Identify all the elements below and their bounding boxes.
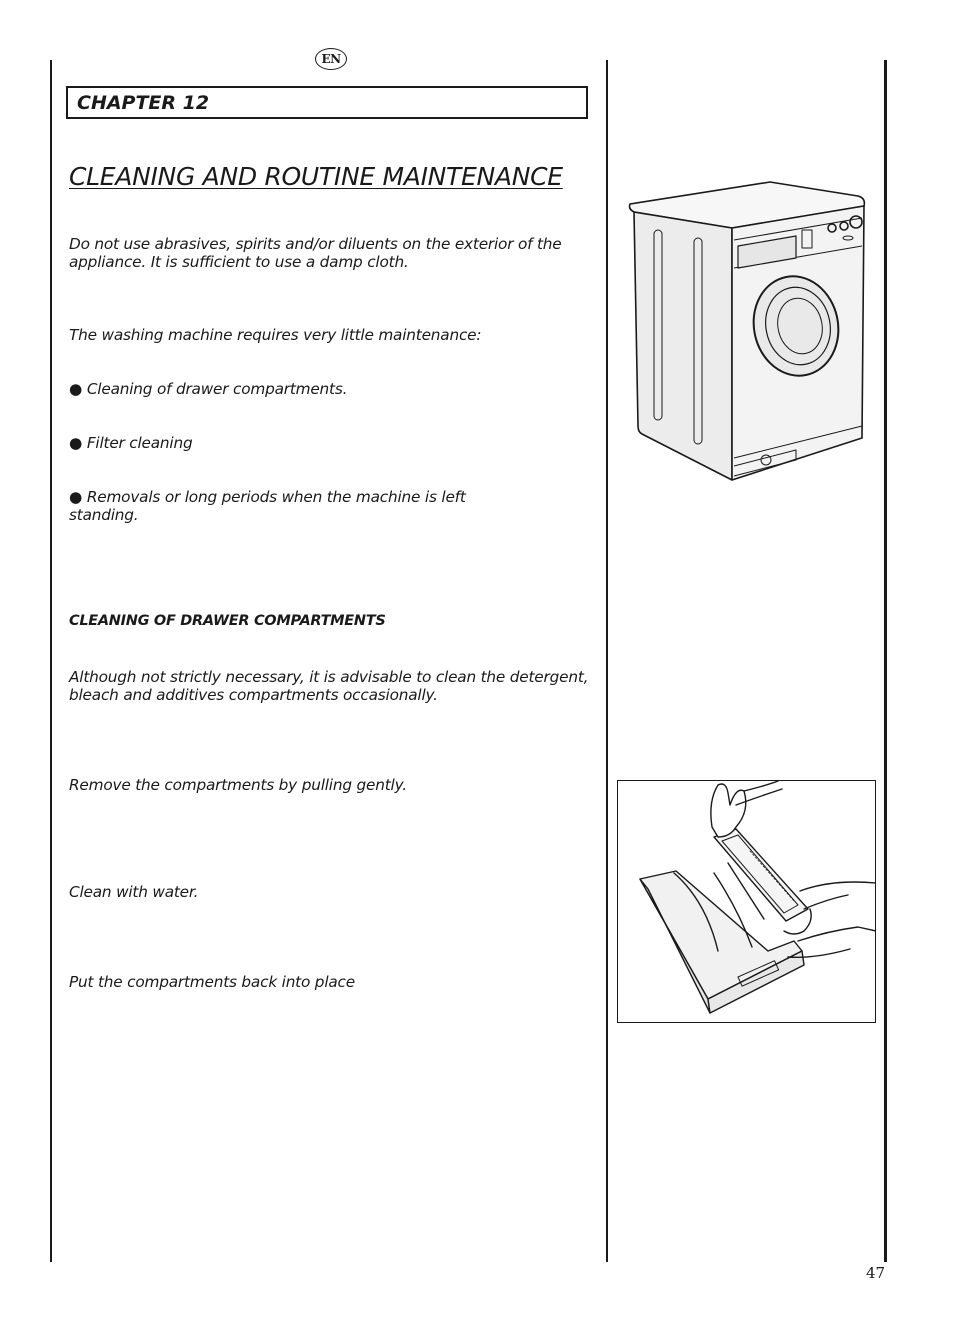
- step-clean: Clean with water.: [69, 883, 199, 901]
- chapter-header: [66, 86, 588, 119]
- column-divider: [606, 60, 608, 1262]
- drawer-removal-illustration: [618, 781, 875, 1022]
- bullet-icon: ●: [69, 380, 83, 398]
- bullet-text: Filter cleaning: [86, 434, 193, 452]
- bullet-icon: ●: [69, 488, 83, 506]
- exterior-cleaning-note: Do not use abrasives, spirits and/or diluents on the exterior of the appliance. It is sufficient to use a damp cloth.: [69, 235, 562, 271]
- bullet-item-filter: [69, 434, 594, 452]
- bullet-text: Removals or long periods when the machine is left standing.: [69, 488, 466, 524]
- chapter-label: CHAPTER 12: [77, 92, 210, 114]
- page-number: 47: [866, 1264, 886, 1282]
- maintenance-intro: The washing machine requires very little maintenance:: [69, 326, 482, 344]
- washing-machine-illustration: [620, 176, 872, 486]
- page-title: CLEANING AND ROUTINE MAINTENANCE: [69, 162, 563, 191]
- drawer-illustration-frame: [617, 780, 876, 1023]
- step-replace: Put the compartments back into place: [69, 973, 355, 991]
- bullet-item-removals: [69, 488, 519, 524]
- drawer-cleaning-advice: Although not strictly necessary, it is advisable to clean the detergent, bleach and additives compartments occasionally.: [69, 668, 589, 704]
- bullet-icon: ●: [69, 434, 83, 452]
- right-margin-rule: [884, 60, 887, 1262]
- step-remove: Remove the compartments by pulling gently.: [69, 776, 407, 794]
- section-heading: CLEANING OF DRAWER COMPARTMENTS: [69, 613, 386, 629]
- bullet-text: Cleaning of drawer compartments.: [86, 380, 348, 398]
- language-badge: EN: [315, 48, 347, 70]
- bullet-item-drawer: [69, 380, 594, 398]
- left-margin-rule: [50, 60, 52, 1262]
